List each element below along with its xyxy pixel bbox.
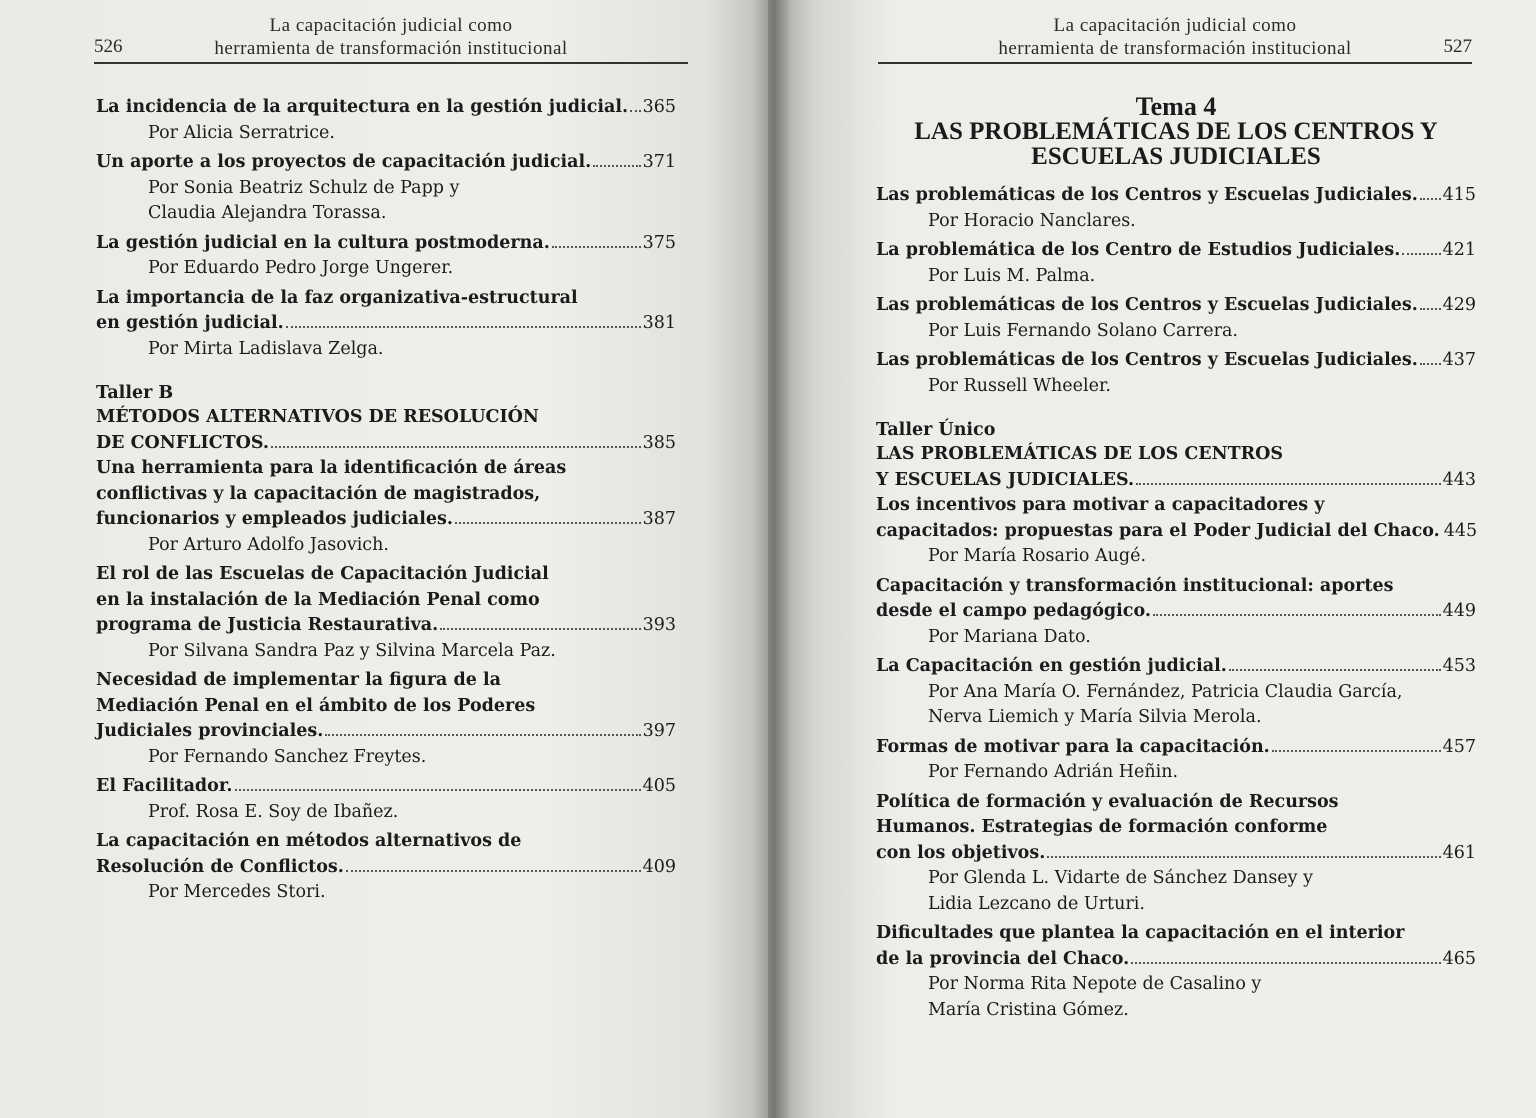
entry-author: Por Silvana Sandra Paz y Silvina Marcela Paz. (148, 640, 556, 661)
entry-title-line: Un aporte a los proyectos de capacitación judicial. (96, 152, 592, 172)
entry-author: Por Luis Fernando Solano Carrera. (928, 320, 1238, 341)
entry-page-number: 421 (1442, 240, 1476, 260)
entry-title-line: Mediación Penal en el ámbito de los Poderes (96, 695, 536, 716)
running-title-line1: La capacitación judicial como (1053, 15, 1297, 36)
entry-page-number: 365 (642, 97, 676, 117)
entry-page-number: 461 (1442, 842, 1476, 863)
dot-leader (346, 870, 641, 872)
toc-entry (876, 735, 1476, 786)
dot-leader (455, 522, 641, 524)
toc-entry (96, 286, 676, 363)
entry-title-row (876, 654, 1476, 680)
toc-entry (96, 95, 676, 146)
entry-title-line: en gestión judicial. (96, 313, 284, 333)
dot-leader (1272, 750, 1441, 752)
toc-entry (96, 150, 676, 227)
dot-leader (235, 789, 641, 791)
toc-entry (96, 829, 676, 906)
dot-leader (1402, 253, 1440, 255)
running-title-line2: herramienta de transformación institucional (214, 38, 568, 59)
entry-page-number: 371 (642, 152, 676, 172)
entry-page-number: 465 (1442, 948, 1476, 969)
entry-title-line: Las problemáticas de los Centros y Escuelas Judiciales. (876, 295, 1418, 315)
entry-title-line: Los incentivos para motivar a capacitadores y (876, 495, 1325, 515)
taller-heading-line: Y ESCUELAS JUDICIALES. (876, 469, 1135, 490)
entry-author: Por Ana María O. Fernández, Patricia Claudia García, (928, 681, 1403, 702)
toc-entry (876, 238, 1476, 289)
entry-page-number: 443 (1442, 469, 1476, 490)
entry-title-row (876, 841, 1476, 867)
toc-entry (96, 231, 676, 282)
entry-title-row (876, 238, 1476, 264)
entry-page-number: 381 (642, 313, 676, 333)
dot-leader (440, 628, 640, 630)
entry-title-line: capacitados: propuestas para el Poder Judicial del Chaco. (876, 520, 1440, 541)
toc-entry (876, 574, 1476, 651)
entry-author: Por Fernando Adrián Heñin. (928, 762, 1179, 782)
entry-title-line: de la provincia del Chaco. (876, 948, 1130, 969)
entry-page-number: 453 (1442, 656, 1476, 676)
entry-page-number: 415 (1442, 185, 1476, 205)
page-number: 526 (94, 36, 123, 57)
entry-author: Por Mercedes Stori. (148, 882, 326, 902)
entry-title-row (876, 183, 1476, 209)
taller-label: Taller Único (876, 420, 996, 440)
dot-leader (1131, 962, 1440, 964)
toc-entry (876, 293, 1476, 344)
toc-entry (96, 668, 676, 770)
taller-heading-row (876, 468, 1476, 494)
taller-heading-row (96, 431, 676, 457)
entry-page-number: 375 (642, 232, 676, 253)
entry-title-row (96, 311, 676, 337)
entry-page-number: 445 (1443, 520, 1478, 541)
entry-title-line: La incidencia de la arquitectura en la gestión judicial. (96, 97, 629, 117)
entry-page-number: 409 (642, 856, 676, 877)
entry-title-row (96, 231, 676, 257)
entry-title-line: Política de formación y evaluación de Recursos (876, 791, 1339, 812)
entry-author: Por Fernando Sanchez Freytes. (148, 746, 427, 767)
entry-title-line: funcionarios y empleados judiciales. (96, 509, 453, 529)
entry-author: Por Norma Rita Nepote de Casalino y (928, 974, 1262, 994)
dot-leader (1229, 669, 1441, 671)
entry-title-line: Judiciales provinciales. (96, 721, 324, 741)
toc-entry (96, 774, 676, 825)
entry-title-row (96, 150, 676, 176)
toc-group (876, 183, 1476, 399)
entry-title-line: Las problemáticas de los Centros y Escuelas Judiciales. (876, 350, 1418, 370)
entry-page-number: 397 (642, 721, 676, 741)
entry-title-line: en la instalación de la Mediación Penal como (96, 589, 540, 610)
entry-author: Por Russell Wheeler. (928, 375, 1111, 396)
dot-leader (325, 734, 640, 736)
entry-title-row (96, 774, 676, 800)
entry-author: Claudia Alejandra Torassa. (148, 203, 387, 223)
entry-title-line: La capacitación en métodos alternativos de (96, 831, 522, 851)
taller-label: Taller B (96, 383, 174, 403)
dot-leader (1420, 363, 1441, 365)
entry-author: Por Glenda L. Vidarte de Sánchez Dansey y (928, 868, 1313, 888)
taller-heading-line: DE CONFLICTOS. (96, 432, 269, 453)
entry-author: Lidia Lezcano de Urturi. (928, 893, 1145, 914)
entry-author: Nerva Liemich y María Silvia Merola. (928, 707, 1262, 727)
entry-page-number: 405 (642, 776, 676, 796)
entry-title-line: Resolución de Conflictos. (96, 856, 344, 877)
entry-page-number: 429 (1442, 295, 1476, 315)
entry-title-line: Una herramienta para la identificación de áreas (96, 458, 567, 478)
tema-title-line2: ESCUELAS JUDICIALES (1031, 143, 1321, 170)
entry-author: Prof. Rosa E. Soy de Ibañez. (148, 801, 399, 822)
entry-page-number: 437 (1442, 350, 1476, 370)
toc-group (876, 493, 1476, 1023)
entry-title-row (876, 947, 1476, 973)
toc-entry (876, 921, 1476, 1023)
left-page-header (94, 14, 688, 64)
taller-heading-line: MÉTODOS ALTERNATIVOS DE RESOLUCIÓN (96, 407, 539, 427)
entry-title-row (96, 719, 676, 745)
entry-title-line: La gestión judicial en la cultura postmoderna. (96, 232, 550, 253)
entry-title-row (96, 95, 676, 121)
entry-page-number: 457 (1442, 736, 1476, 757)
dot-leader (630, 110, 641, 112)
right-toc (876, 92, 1478, 1027)
page-number: 527 (1443, 36, 1472, 57)
entry-title-line: Necesidad de implementar la figura de la (96, 670, 501, 690)
left-toc (96, 95, 676, 910)
running-title (878, 14, 1472, 60)
entry-title-row (96, 855, 676, 881)
dot-leader (593, 165, 640, 167)
entry-author: Por Luis M. Palma. (928, 265, 1096, 286)
entry-title-line: desde el campo pedagógico. (876, 601, 1151, 621)
dot-leader (1136, 483, 1441, 485)
entry-author: Por Eduardo Pedro Jorge Ungerer. (148, 258, 454, 278)
entry-title-line: Humanos. Estrategias de formación conforme (876, 817, 1328, 837)
entry-title-line: Las problemáticas de los Centros y Escuelas Judiciales. (876, 185, 1418, 205)
entry-title-row (876, 735, 1476, 761)
entry-author: Por Arturo Adolfo Jasovich. (148, 534, 389, 555)
toc-entry (876, 493, 1476, 570)
entry-page-number: 449 (1442, 601, 1476, 621)
book-gutter-shadow (752, 0, 792, 1118)
dot-leader (271, 446, 641, 448)
tema-number: Tema 4 (1135, 92, 1217, 121)
dot-leader (1153, 614, 1441, 616)
dot-leader (1420, 198, 1441, 200)
dot-leader (552, 246, 641, 248)
toc-entry (876, 348, 1476, 399)
entry-title-row (96, 613, 676, 639)
entry-title-row (876, 348, 1476, 374)
entry-title-row (96, 507, 676, 533)
entry-title-line: Capacitación y transformación institucional: aportes (876, 575, 1394, 596)
right-page (768, 0, 1536, 1118)
entry-author: Por María Rosario Augé. (928, 546, 1147, 566)
entry-author: María Cristina Gómez. (928, 999, 1129, 1020)
toc-entry (876, 183, 1476, 234)
entry-title-line: programa de Justicia Restaurativa. (96, 615, 439, 635)
entry-title-line: Dificultades que plantea la capacitación en el interior (876, 923, 1405, 943)
running-title-line2: herramienta de transformación institucional (998, 38, 1352, 59)
tema-heading (876, 92, 1476, 170)
toc-entry (876, 654, 1476, 731)
entry-author: Por Mariana Dato. (928, 626, 1091, 647)
entry-title-line: conflictivas y la capacitación de magistrados, (96, 483, 541, 504)
entry-title-line: La Capacitación en gestión judicial. (876, 656, 1227, 676)
entry-title-line: Formas de motivar para la capacitación. (876, 736, 1270, 757)
toc-group (96, 95, 676, 362)
tema-title-line1: LAS PROBLEMÁTICAS DE LOS CENTROS Y (914, 118, 1438, 145)
dot-leader (1047, 856, 1440, 858)
taller-section (876, 419, 1476, 493)
entry-title-line: con los objetivos. (876, 842, 1046, 863)
entry-title-row (876, 599, 1476, 625)
entry-author: Por Alicia Serratrice. (148, 122, 335, 143)
entry-page-number: 393 (642, 615, 676, 635)
entry-title-row (876, 519, 1476, 545)
toc-entry (876, 790, 1476, 918)
dot-leader (286, 326, 641, 328)
toc-entry (96, 562, 676, 664)
right-page-header (878, 14, 1472, 64)
entry-title-line: El rol de las Escuelas de Capacitación Judicial (96, 564, 549, 584)
taller-heading-line: LAS PROBLEMÁTICAS DE LOS CENTROS (876, 444, 1284, 464)
running-title-line1: La capacitación judicial como (269, 15, 513, 36)
taller-section (96, 382, 676, 456)
entry-title-line: El Facilitador. (96, 776, 233, 796)
entry-title-line: La importancia de la faz organizativa-estructural (96, 287, 578, 308)
toc-group (96, 456, 676, 906)
entry-page-number: 387 (642, 509, 676, 529)
entry-title-line: La problemática de los Centro de Estudios Judiciales. (876, 240, 1401, 260)
running-title (94, 14, 688, 60)
dot-leader (1420, 308, 1441, 310)
entry-page-number: 385 (642, 432, 676, 453)
entry-author: Por Horacio Nanclares. (928, 210, 1136, 231)
entry-author: Por Sonia Beatriz Schulz de Papp y (148, 177, 460, 198)
entry-author: Por Mirta Ladislava Zelga. (148, 338, 384, 359)
toc-entry (96, 456, 676, 558)
entry-title-row (876, 293, 1476, 319)
